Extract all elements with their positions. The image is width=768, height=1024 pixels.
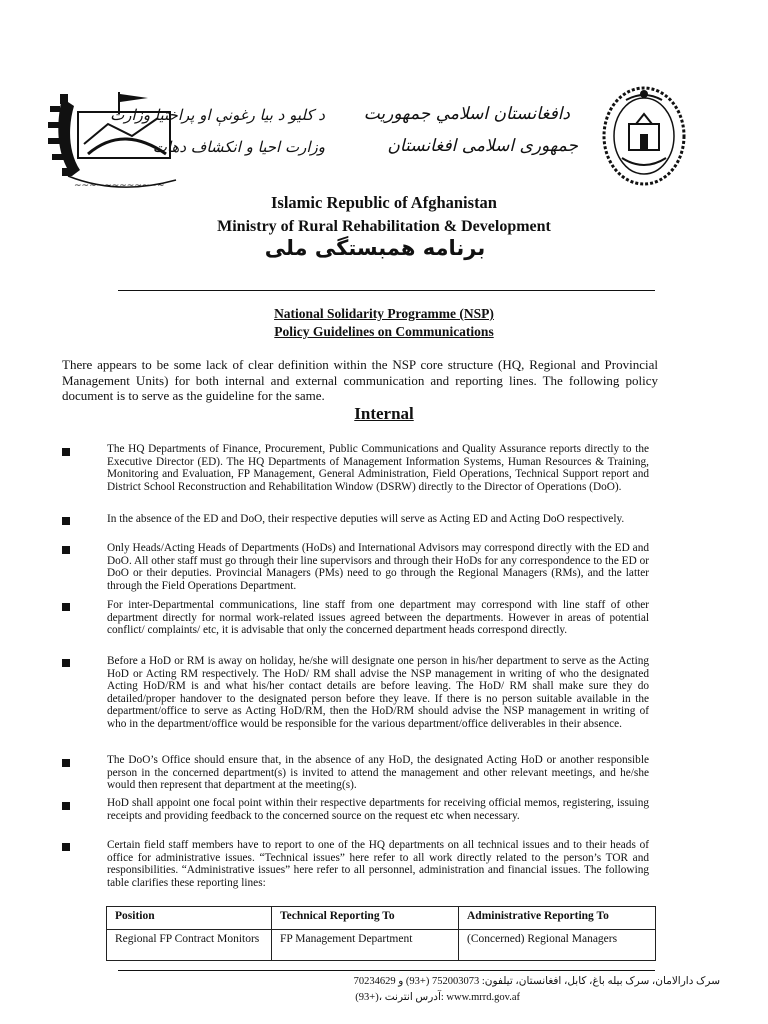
bullet-item: In the absence of the ED and DoO, their respective deputies will serve as Acting ED and Acting DoO respectively. xyxy=(107,513,625,525)
republic-name-pashto: دافغانستان اسلامي جمهوریت xyxy=(363,104,570,124)
bullet-item: HoD shall appoint one focal point within their respective departments for receiving official memos, registering, issuing receipts and providing feedback to the concerned source on the request etc when necessary. xyxy=(107,797,649,822)
bullet-marker xyxy=(62,843,70,851)
bullet-marker xyxy=(62,659,70,667)
bullet-marker xyxy=(62,759,70,767)
intro-paragraph: There appears to be some lack of clear definition within the NSP core structure (HQ, Regional and Provincial Management Units) for both internal and external communication and reporting lines. The following policy document is to serve as the guideline for the same. xyxy=(62,357,658,404)
column-header: Position xyxy=(107,907,272,930)
bullet-marker xyxy=(62,802,70,810)
republic-name-dari: جمهوری اسلامی افغانستان xyxy=(387,136,578,156)
section-heading: Internal xyxy=(354,404,414,423)
bullet-item: The HQ Departments of Finance, Procurement, Public Communications and Quality Assurance reports directly to the Executive Director (ED). The HQ Departments of Management Information Systems, Human Resources & Training, Monitoring and Evaluation, FP Management, General Administration, Field Operations, Technical Support report and District School Reconstruction and Rehabilitation Window (DSRW) directly to the Director of Operations (DoO). xyxy=(107,443,649,493)
ministry-name-dari: وزارت احیا و انکشاف دهات xyxy=(152,138,325,156)
national-emblem-logo xyxy=(596,80,692,192)
footer-address: سرک دارالامان، سرک بیله باغ، کابل، افغانستان، تیلفون: 752003073 (+93) و 70234629 xyxy=(353,976,720,987)
ministry-title: Ministry of Rural Rehabilitation & Development xyxy=(217,218,551,235)
bullet-marker xyxy=(62,448,70,456)
svg-text:~~~~~~~~~~~~: ~~~~~~~~~~~~ xyxy=(74,181,165,191)
bullet-item: Only Heads/Acting Heads of Departments (HoDs) and International Advisors may correspond directly with the ED and DoO. All other staff must go through their line supervisors and through their HoDs for any correspondence to the ED or DoO or their deputies. Provincial Managers (PMs) need to go through the Regional Managers (RMs), and the latter through the Field Operations Department. xyxy=(107,542,649,592)
bullet-item: Certain field staff members have to report to one of the HQ departments on all technical issues and to their heads of office for administrative issues. “Technical issues” here refer to all work directly related to the person’s TOR and responsibilities. “Administrative issues” here refer to all personnel, administration and financial issues. The following table clarifies these reporting lines: xyxy=(107,839,649,889)
bullet-item: For inter-Departmental communications, line staff from one department may correspond with line staff of other department directly for normal work-related issues agreed between the departments. However in areas of potential conflict/ complaints/ etc, it is advisable that only the concerned department heads correspond directly. xyxy=(107,599,649,637)
header-divider xyxy=(118,290,655,291)
bullet-item: Before a HoD or RM is away on holiday, he/she will designate one person in his/her department to serve as the Acting HoD or Acting RM respectively. The HoD/ RM shall advise the NSP management in writing of who the designated Acting HoD/RM is and what his/her contact details are before leaving. The HoD/ RM shall make sure they do detailed/proper handover to the designated person before they leave. If there is no person suitable available in the department/office to serve as Acting HoD/RM, then the HoD/RM should advise the NSP management in writing of who in the department/office would be responsible for the various department/office deliverables in their absence. xyxy=(107,655,649,730)
footer-divider xyxy=(118,970,655,971)
table-cell: FP Management Department xyxy=(272,930,459,961)
document-subheading: Policy Guidelines on Communications xyxy=(274,324,494,339)
country-title: Islamic Republic of Afghanistan xyxy=(271,193,497,212)
reporting-lines-table xyxy=(106,906,656,961)
programme-title-dari: برنامه همبستگی ملی xyxy=(264,236,486,260)
bullet-marker xyxy=(62,517,70,525)
bullet-marker xyxy=(62,603,70,611)
table-header-row xyxy=(107,907,656,930)
table-cell: (Concerned) Regional Managers xyxy=(459,930,656,961)
document-subheading: National Solidarity Programme (NSP) xyxy=(274,306,494,321)
table-row xyxy=(107,930,656,961)
table-cell: Regional FP Contract Monitors xyxy=(107,930,272,961)
ministry-name-pashto: د کلیو د بیا رغونې او پراختیا وزارت xyxy=(110,106,325,124)
bullet-item: The DoO’s Office should ensure that, in the absence of any HoD, the designated Acting HoD or another responsible person in the concerned department(s) is invited to attend the management and other relevant meetings, and he/she would then represent that department at the meeting(s). xyxy=(107,754,649,792)
footer-website: www.mrrd.gov.af :آدرس انترنت ،(+93) xyxy=(355,992,520,1003)
column-header: Administrative Reporting To xyxy=(459,907,656,930)
column-header: Technical Reporting To xyxy=(272,907,459,930)
bullet-marker xyxy=(62,546,70,554)
